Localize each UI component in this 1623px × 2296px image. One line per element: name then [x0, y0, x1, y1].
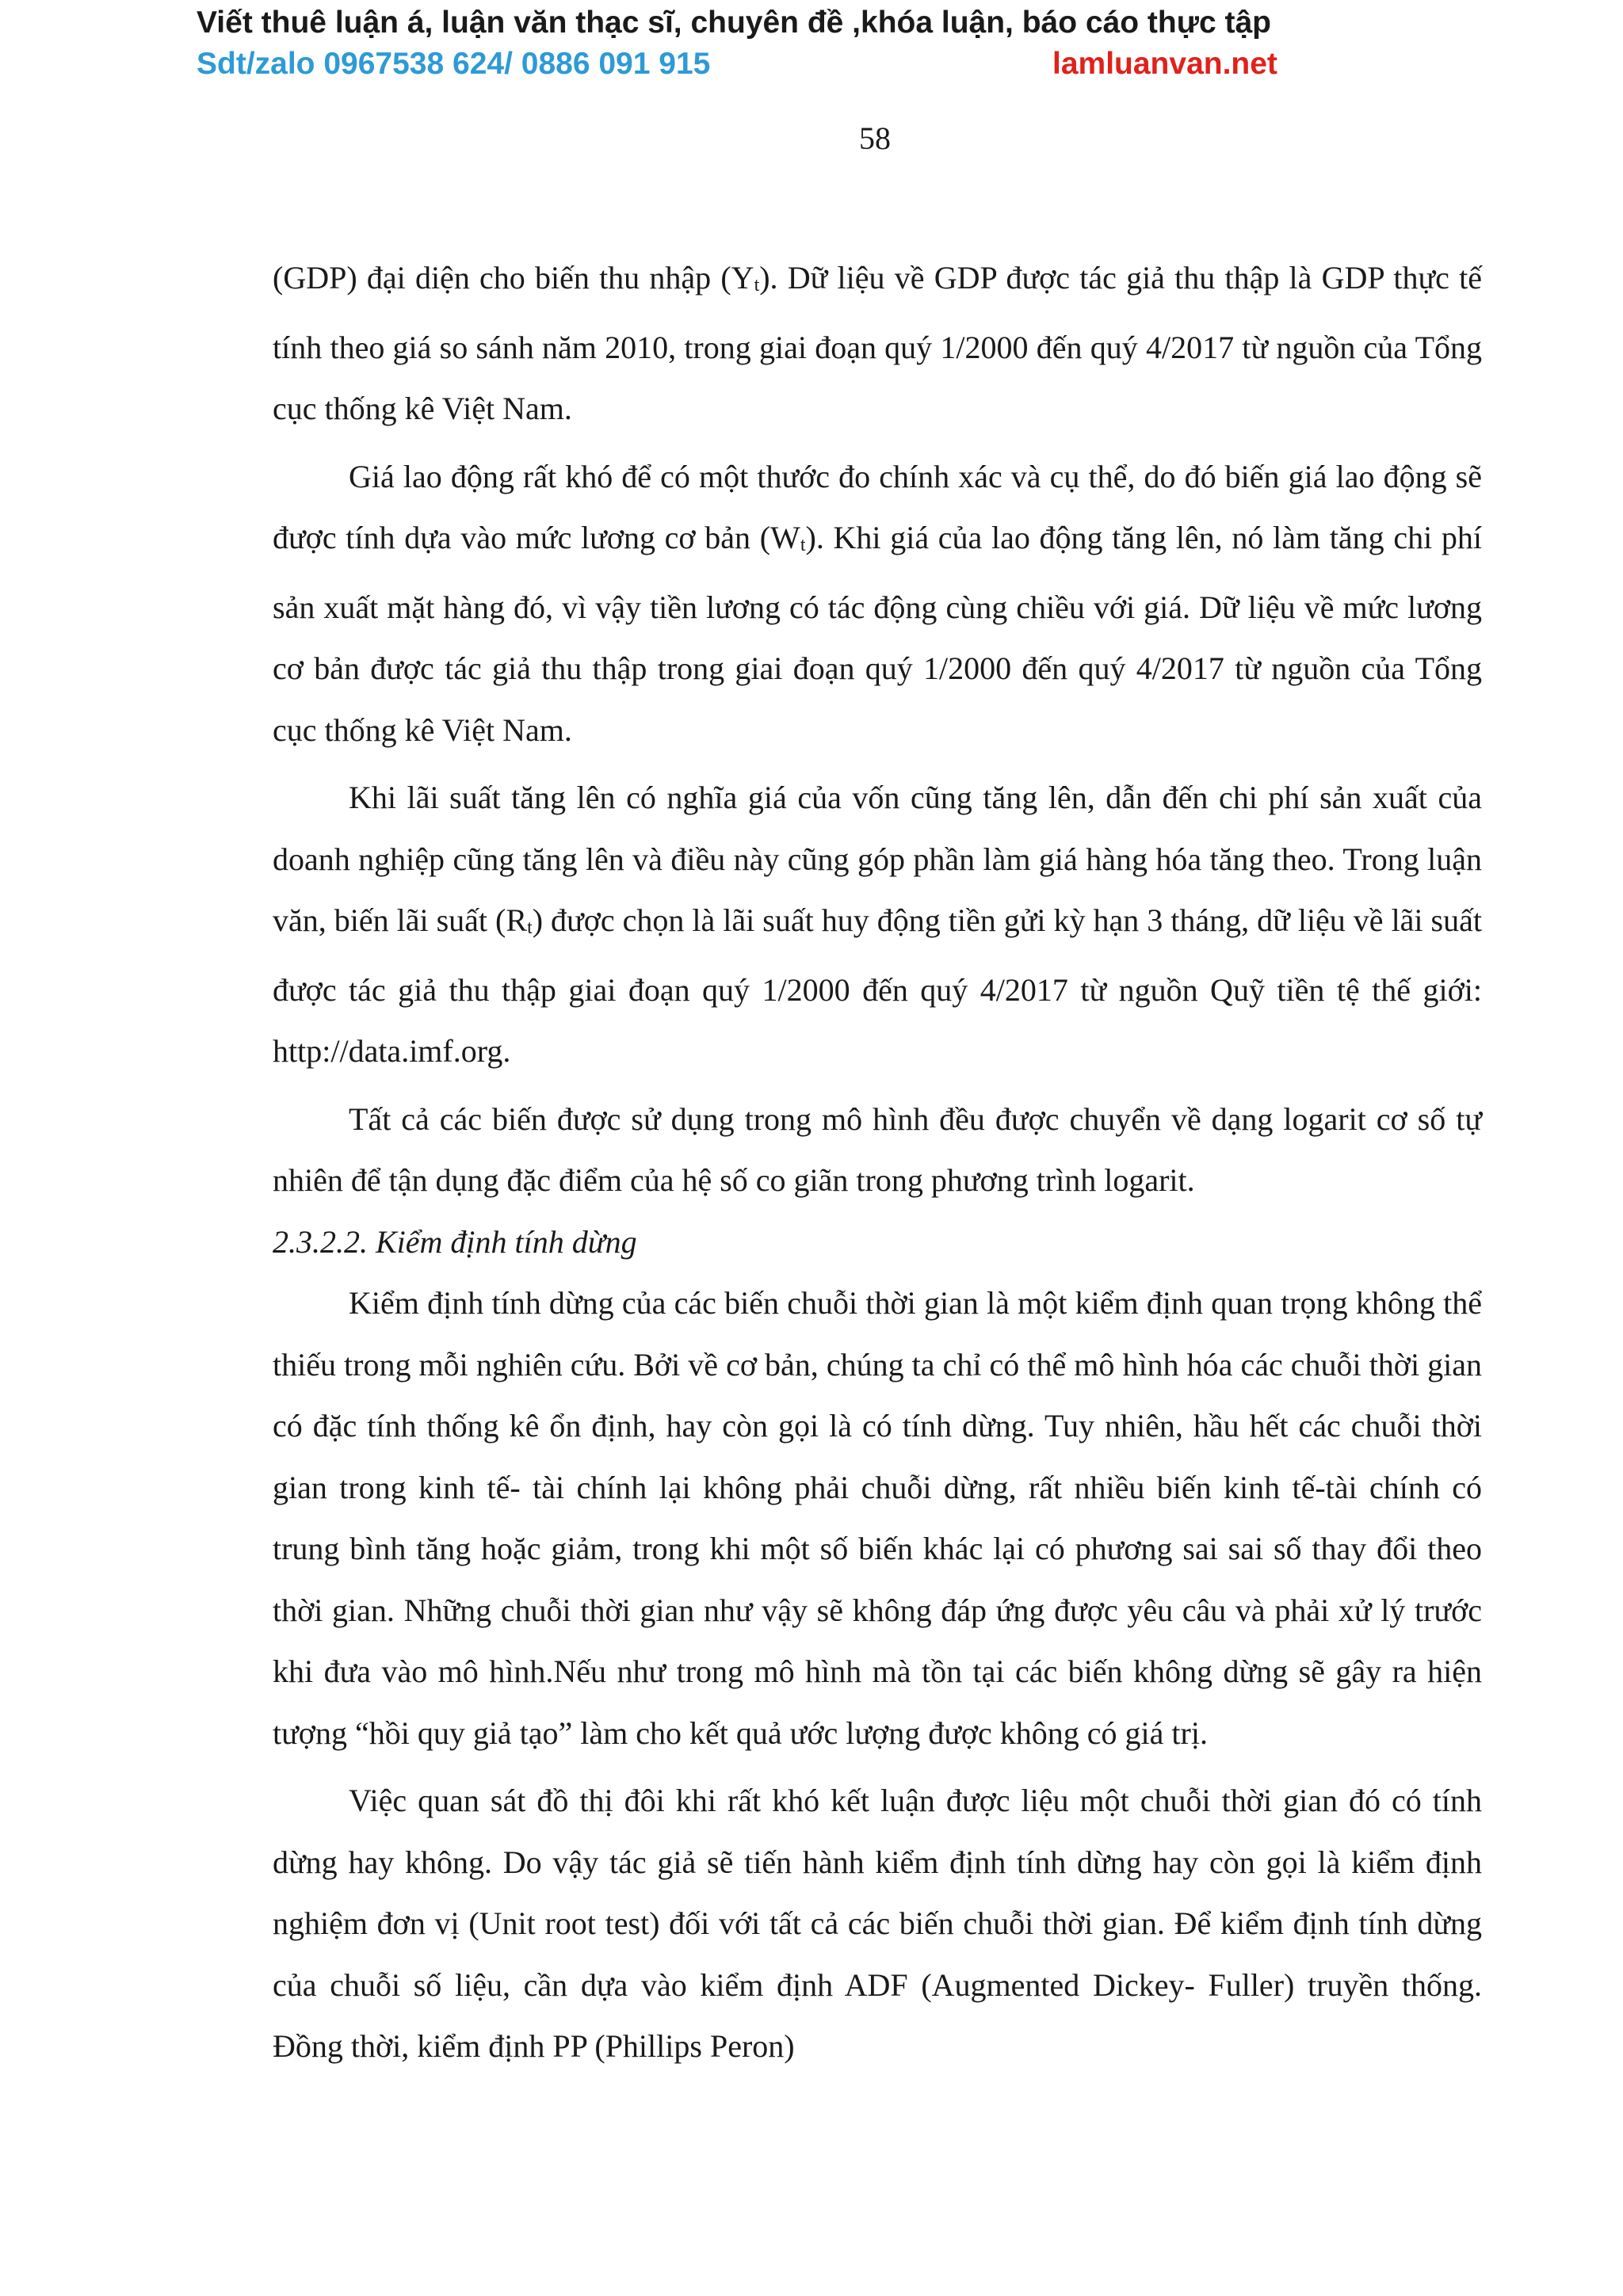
header-title: Viết thuê luận á, luận văn thạc sĩ, chuyên đề ,khóa luận, báo cáo thực tập — [197, 6, 1271, 40]
paragraph-interest-text-b: ) được chọn là lãi suất huy động tiền gửi kỳ hạn 3 tháng, dữ liệu về lãi suất được tác giả thu thập giai đoạn quý 1/2000 đến quý 4/2017 từ nguồn Quỹ tiền tệ thế giới: http://data.imf.org. — [273, 902, 1482, 1069]
header-phone: Sdt/zalo 0967538 624/ 0886 091 915 — [197, 47, 711, 81]
page-number: 58 — [859, 120, 891, 156]
paragraph-wage-text-b: ). Khi giá của lao động tăng lên, nó làm tăng chi phí sản xuất mặt hàng đó, vì vậy tiền lương có tác động cùng chiều với giá. Dữ liệu về mức lương cơ bản được tác giả thu thập trong giai đoạn quý 1/2000 đến quý 4/2017 từ nguồn của Tổng cục thống kê Việt Nam. — [273, 520, 1483, 748]
paragraph-interest-text-a: Khi lãi suất tăng lên có nghĩa giá của vốn cũng tăng lên, dẫn đến chi phí sản xuất của doanh nghiệp cũng tăng lên và điều này cũng góp phần làm giá hàng hóa tăng theo. Trong luận văn, biến lãi suất (R — [273, 780, 1482, 938]
paragraph-stationarity: Kiểm định tính dừng của các biến chuỗi thời gian là một kiểm định quan trọng không thể thiếu trong mỗi nghiên cứu. Bởi về cơ bản, chúng ta chỉ có thể mô hình hóa các chuỗi thời gian có đặc tính thống kê ổn định, hay còn gọi là có tính dừng. Tuy nhiên, hầu hết các chuỗi thời gian trong kinh tế- tài chính lại không phải chuỗi dừng, rất nhiều biến kinh tế-tài chính có trung bình tăng hoặc giảm, trong khi một số biến khác lại có phương sai sai số thay đổi theo thời gian. Những chuỗi thời gian như vậy sẽ không đáp ứng được yêu câu và phải xử lý trước khi đưa vào mô hình.Nếu như trong mô hình mà tồn tại các biến không dừng sẽ gây ra hiện tượng “hồi quy giả tạo” làm cho kết quả ước lượng được không có giá trị. — [273, 1285, 1482, 1751]
document-body — [273, 247, 1482, 2077]
page-header — [197, 5, 1433, 89]
paragraph-wage — [273, 446, 1482, 761]
subscript-t: t — [800, 535, 806, 555]
subscript-t: t — [527, 917, 533, 938]
paragraph-gdp-text-b: ). Dữ liệu về GDP được tác giả thu thập là GDP thực tế tính theo giá so sánh năm 2010, trong giai đoạn quý 1/2000 đến quý 4/2017 từ nguồn của Tổng cục thống kê Việt Nam. — [273, 260, 1482, 426]
header-contact-line — [197, 41, 1433, 89]
paragraph-wage-text-a: Giá lao động rất khó để có một thước đo chính xác và cụ thể, do đó biến giá lao động sẽ được tính dựa vào mức lương cơ bản (W — [273, 458, 1482, 555]
paragraph-interest-rate — [273, 767, 1482, 1082]
subscript-t: t — [754, 275, 760, 296]
section-heading: 2.3.2.2. Kiểm định tính dừng — [273, 1223, 637, 1260]
header-website: lamluanvan.net — [1052, 47, 1277, 81]
paragraph-gdp-text-a: (GDP) đại diện cho biến thu nhập (Y — [273, 260, 754, 296]
paragraph-gdp — [273, 247, 1482, 440]
paragraph-logarithm: Tất cả các biến được sử dụng trong mô hình đều được chuyển về dạng logarit cơ số tự nhiên để tận dụng đặc điểm của hệ số co giãn trong phương trình logarit. — [273, 1100, 1482, 1198]
paragraph-unit-root: Việc quan sát đồ thị đôi khi rất khó kết luận được liệu một chuỗi thời gian đó có tính dừng hay không. Do vậy tác giả sẽ tiến hành kiểm định tính dừng hay còn gọi là kiểm định nghiệm đơn vị (Unit root test) đối với tất cả các biến chuỗi thời gian. Để kiểm định tính dừng của chuỗi số liệu, cần dựa vào kiểm định ADF (Augmented Dickey- Fuller) truyền thống. Đồng thời, kiểm định PP (Phillips Peron) — [273, 1783, 1482, 2064]
